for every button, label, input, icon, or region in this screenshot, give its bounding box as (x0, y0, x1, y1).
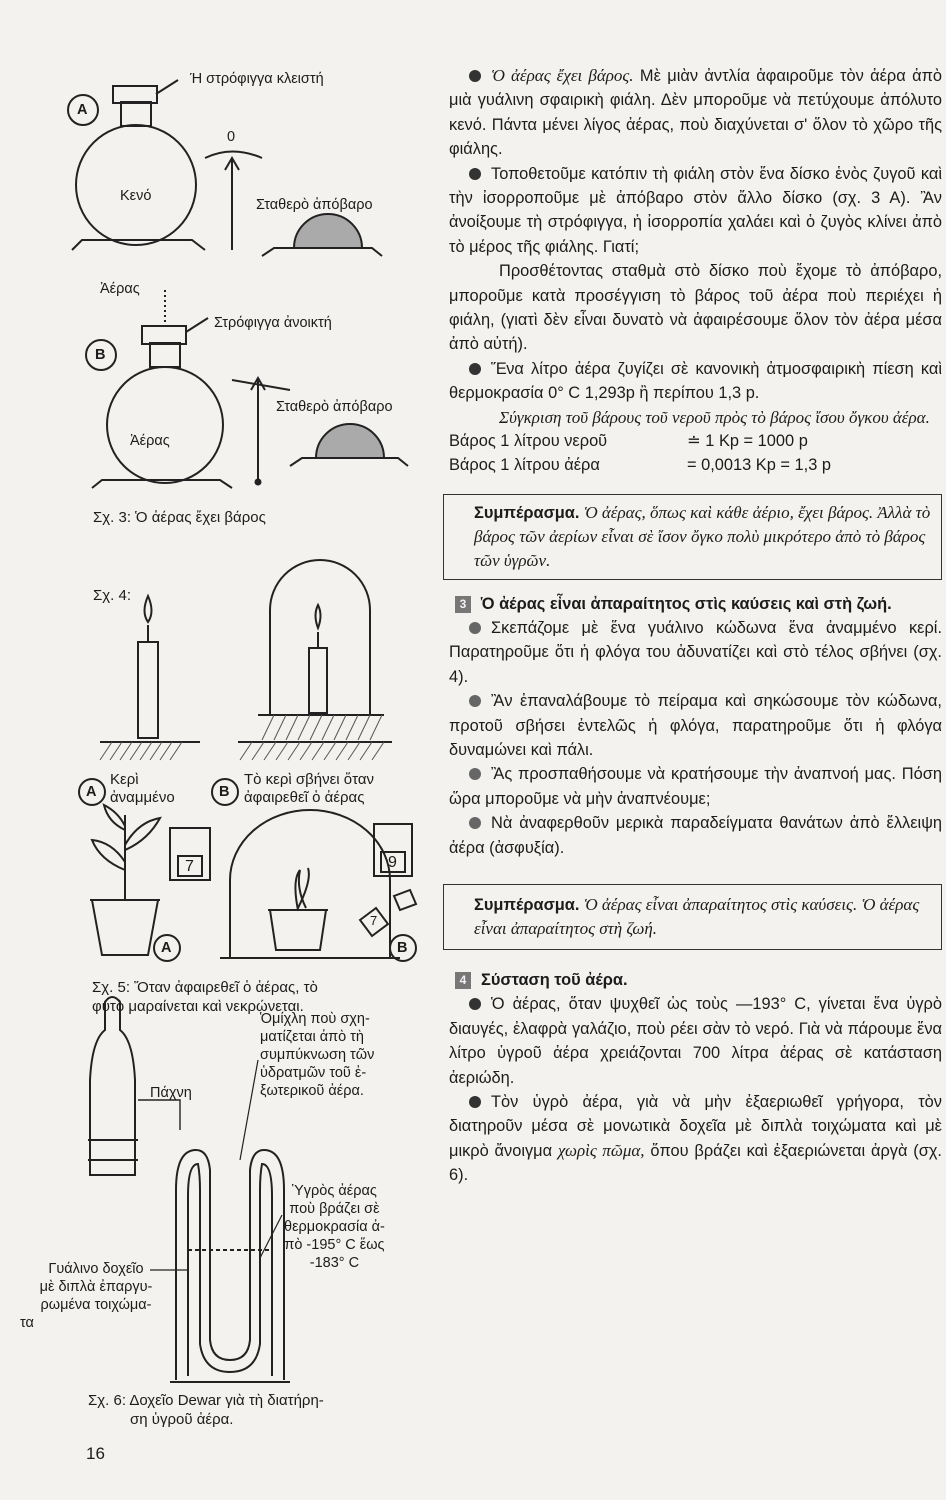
fig6-liquid-line: πὸ -195° C ἕως (284, 1237, 385, 1253)
paragraph-text: Σκεπάζομε μὲ ἕνα γυάλινο κώδωνα ἕνα ἀναμμένο κερί. Παρατηροῦμε ὅτι ἡ φλόγα του ἀδυνατίζει καὶ στὸ τέλος σβήνει (σχ. 4). (449, 618, 942, 686)
fig6-vessel-line: τα (20, 1315, 34, 1331)
paragraph-text: ὅπου βράζει καὶ ἐξαεριώνεται ἀργὰ (σχ. 6). (449, 1141, 942, 1185)
conclusion-text: Ὁ ἀέρας, ὅπως καὶ κάθε ἀέριο, ἔχει βάρος. Ἀλλὰ τὸ βάρος τῶν ἀερίων εἶναι σὲ ἴσον ὄγκο πολὺ μικρότερο ἀπὸ τὸ βάρος τῶν ὑγρῶν. (474, 502, 931, 570)
fig3-label-b: B (95, 347, 106, 363)
fig6-liquid-line: ποὺ βράζει σὲ (289, 1201, 380, 1217)
paragraph-dewar (449, 1090, 942, 1188)
fig3-air-in: Ἀέρας (100, 281, 140, 297)
fig6-liquid (284, 1182, 385, 1272)
conclusion-lead: Συμπέρασμα. (474, 895, 580, 914)
conclusion-box-2 (443, 884, 942, 950)
fig6-vessel (20, 1260, 172, 1332)
fig4-caption-a-1: Κερὶ (110, 771, 139, 788)
bullet-icon (469, 817, 481, 829)
fig5-label-b: B (397, 940, 408, 956)
paragraph-liquid-air (449, 992, 942, 1090)
bullet-icon (469, 70, 481, 82)
fig6-liquid-line: -183° C (309, 1255, 360, 1271)
paragraph-candle (449, 616, 942, 689)
paragraph-text: Νὰ ἀναφερθοῦν μερικὰ παραδείγματα θανάτων ἀπὸ ἔλλειψη ἀέρα (ἀσφυξία). (449, 814, 942, 857)
comparison-row-air (449, 453, 942, 477)
fig4-caption-b-1: Τὸ κερὶ σβήνει ὅταν (244, 771, 375, 788)
section-heading-4 (449, 968, 942, 992)
conclusion-box-1 (443, 494, 942, 580)
paragraph-flame (449, 689, 942, 762)
fig5-label-a: A (161, 940, 172, 956)
fig3-weight-b: Σταθερὸ ἀπόβαρο (276, 399, 393, 415)
fig5-caption-2: φυτὸ μαραίνεται καὶ νεκρώνεται. (92, 998, 304, 1015)
paragraph-text: Τοποθετοῦμε κατόπιν τὴ φιάλη στὸν ἕνα δίσκο ἑνὸς ζυγοῦ καὶ τὴν ἰσορροποῦμε μὲ ἀπόβαρο στὸν ἄλλο δίσκο (σχ. 3 Α). Ἂν ἀνοίξουμε τὴ στρόφιγγα, ἡ ἰσορροπία χαλάει καὶ ὁ ζυγὸς κλίνει ἀπὸ τὸ μέρος τῆς φιάλης. Γιατί; (449, 164, 942, 256)
paragraph-text: Ὁ ἀέρας, ὅταν ψυχθεῖ ὡς τοὺς —193° C, γίνεται ἕνα ὑγρὸ διαυγές, ἐλαφρὰ γαλάζιο, ποὺ ρέει σὰν τὸ νερό. Γιὰ νὰ πάρουμε ἕνα λίτρο ὑγροῦ ἀέρα χρειάζονται 700 λίτρα ἀέρας σὲ κατάσταση ἀεριώδη. (449, 995, 942, 1087)
bullet-icon (469, 168, 481, 180)
comparison-label: Βάρος 1 λίτρου νεροῦ (449, 431, 608, 450)
fig6-mist-line: Ὁμίχλη ποὺ σχη- (260, 1011, 370, 1027)
comparison-value: = 0,0013 Kp = 1,3 p (687, 456, 831, 475)
paragraph-litre-weight (449, 357, 942, 406)
comparison-value: ≐ 1 Kp = 1000 p (687, 431, 808, 450)
fig5-clock-b: 9 (388, 854, 397, 871)
paragraph-asphyxia (449, 811, 942, 860)
paragraph-air-weight (449, 64, 942, 162)
bullet-icon (469, 622, 481, 634)
fig3-valve-open: Στρόφιγγα ἀνοικτή (214, 315, 332, 331)
fig6-liquid-line: Ὑγρὸς ἀέρας (292, 1183, 377, 1199)
fig3-air-flask: Ἀέρας (130, 433, 170, 449)
page-number: 16 (86, 1444, 105, 1463)
fig4-caption-b-2: ἀφαιρεθεῖ ὁ ἀέρας (244, 789, 365, 806)
fig3-valve-closed: Ή στρόφιγγα κλειστή (190, 71, 324, 87)
paragraph-text: Ἂς προσπαθήσουμε νὰ κρατήσουμε τὴν ἀναπνοή μας. Πόση ὥρα μποροῦμε νὰ μὴν ἀναπνέουμε; (449, 765, 942, 808)
section-title: Σύσταση τοῦ ἀέρα. (481, 970, 628, 989)
section-number: 4 (455, 972, 471, 989)
fig6-mist-line: ὑδρατμῶν τοῦ ἐ- (260, 1065, 367, 1081)
fig6-mist-line: ξωτερικοῦ ἀέρα. (260, 1083, 364, 1099)
conclusion-lead: Συμπέρασμα. (474, 503, 580, 522)
fig6-mist-line: ματίζεται ἀπὸ τὴ (260, 1029, 364, 1045)
paragraph-text: Τὸν ὑγρὸ ἀέρα, γιὰ νὰ μὴν ἐξαεριωθεῖ γρήγορα, τὸν διατηροῦν μέσα σὲ μονωτικὰ δοχεῖα μὲ διπλὰ τοιχώματα καὶ μὲ μικρὸ ἄνοιγμα (449, 1093, 942, 1160)
fig5-caption-1: Σχ. 5: Ὅταν ἀφαιρεθεῖ ὁ ἀέρας, τὸ (92, 979, 318, 996)
section-number: 3 (455, 596, 471, 613)
bullet-icon (469, 998, 481, 1010)
text-column (449, 64, 942, 1188)
fig3-vacuum: Κενό (120, 188, 152, 204)
fig6-mist-line: συμπύκνωση τῶν (260, 1047, 375, 1063)
paragraph-balance (449, 162, 942, 260)
paragraph-text: Ἂν ἐπαναλάβουμε τὸ πείραμα καὶ σηκώσουμε τὸν κώδωνα, προτοῦ σβήσει ἐντελῶς ἡ φλόγα, παρατηροῦμε ὅτι ἡ φλόγα δυναμώνει καὶ πάλι. (449, 692, 942, 759)
bullet-icon (469, 1096, 481, 1108)
bullet-icon (469, 695, 481, 707)
comparison-row-water (449, 429, 942, 453)
section-heading-3 (449, 592, 942, 616)
fig6-frost: Πάχνη (150, 1085, 192, 1101)
section-title: Ὁ ἀέρας εἶναι ἀπαραίτητος στὶς καύσεις καὶ στὴ ζωή. (481, 594, 892, 613)
paragraph-lead: Ὁ ἀέρας ἔχει βάρος. (491, 66, 634, 85)
fig6-liquid-line: θερμοκρασία ἀ- (284, 1219, 385, 1235)
fig6-mist (260, 1010, 374, 1100)
bullet-icon (469, 768, 481, 780)
fig4-caption-a-2: ἀναμμένο (110, 789, 175, 806)
fig4-label-a: A (86, 784, 97, 800)
paragraph-breath (449, 762, 942, 811)
fig3-weight-a: Σταθερὸ ἀπόβαρο (256, 197, 373, 213)
fig6-vessel-line: μὲ διπλὰ ἐπαργυ- (39, 1279, 153, 1295)
fig5-clock-c: 7 (370, 913, 378, 928)
fig6-caption-2: ση ὑγροῦ ἀέρα. (130, 1411, 234, 1428)
fig6-caption-1: Σχ. 6: Δοχεῖο Dewar γιὰ τὴ διατήρη- (88, 1392, 324, 1409)
fig6-vessel-line: ρωμένα τοιχώμα- (40, 1297, 152, 1313)
fig6-vessel-line: Γυάλινο δοχεῖο (48, 1261, 144, 1277)
paragraph-text: Μὲ μιὰν ἀντλία ἀφαιροῦμε τὸν ἀέρα ἀπὸ μιὰ γυάλινη σφαιρικὴ φιάλη. Δὲν μποροῦμε νὰ πετύχουμε ἀπόλυτο κενό. Πάντα μένει λίγος ἀέρας, ποὺ διαχύνεται σ' ὅλον τὸ χῶρο τῆς φιάλης. (449, 67, 943, 159)
fig4-label-b: B (219, 784, 230, 800)
comparison-label: Βάρος 1 λίτρου ἀέρα (449, 456, 600, 475)
conclusion-text: Ὁ ἀέρας εἶναι ἀπαραίτητος στὶς καύσεις. Ὁ ἀέρας εἶναι ἀπαραίτητος στὴ ζωή. (474, 894, 920, 938)
fig4-title: Σχ. 4: (93, 587, 131, 604)
paragraph-text: Ἕνα λίτρο ἀέρα ζυγίζει σὲ κανονικὴ ἀτμοσφαιρικὴ πίεση καὶ θερμοκρασία 0° C 1,293p ἢ περίπου 1,3 p. (449, 359, 942, 403)
fig3-label-a: A (77, 102, 88, 118)
fig3-zero: 0 (227, 129, 236, 145)
fig5-clock-a: 7 (185, 858, 194, 875)
paragraph-comparison: Σύγκριση τοῦ βάρους τοῦ νεροῦ πρὸς τὸ βάρος ἴσου ὄγκου ἀέρα. (499, 407, 930, 427)
fig3-caption: Σχ. 3: Ὁ ἀέρας ἔχει βάρος (93, 509, 266, 526)
paragraph-weights: Προσθέτοντας σταθμὰ στὸ δίσκο ποὺ ἔχομε τὸ ἀπόβαρο, μποροῦμε κατὰ προσέγγιση τὸ βάρος τοῦ ἀέρα ποὺ περιέχει ἡ φιάλη, (γιατὶ δὲν εἶναι δυνατὸ νὰ ἀφαιρέσουμε ὅλον τὸν ἀέρα μέσα ἀπὸ αὐτή). (449, 262, 942, 354)
paragraph-italic: χωρὶς πῶμα, (557, 1140, 645, 1160)
bullet-icon (469, 363, 481, 375)
